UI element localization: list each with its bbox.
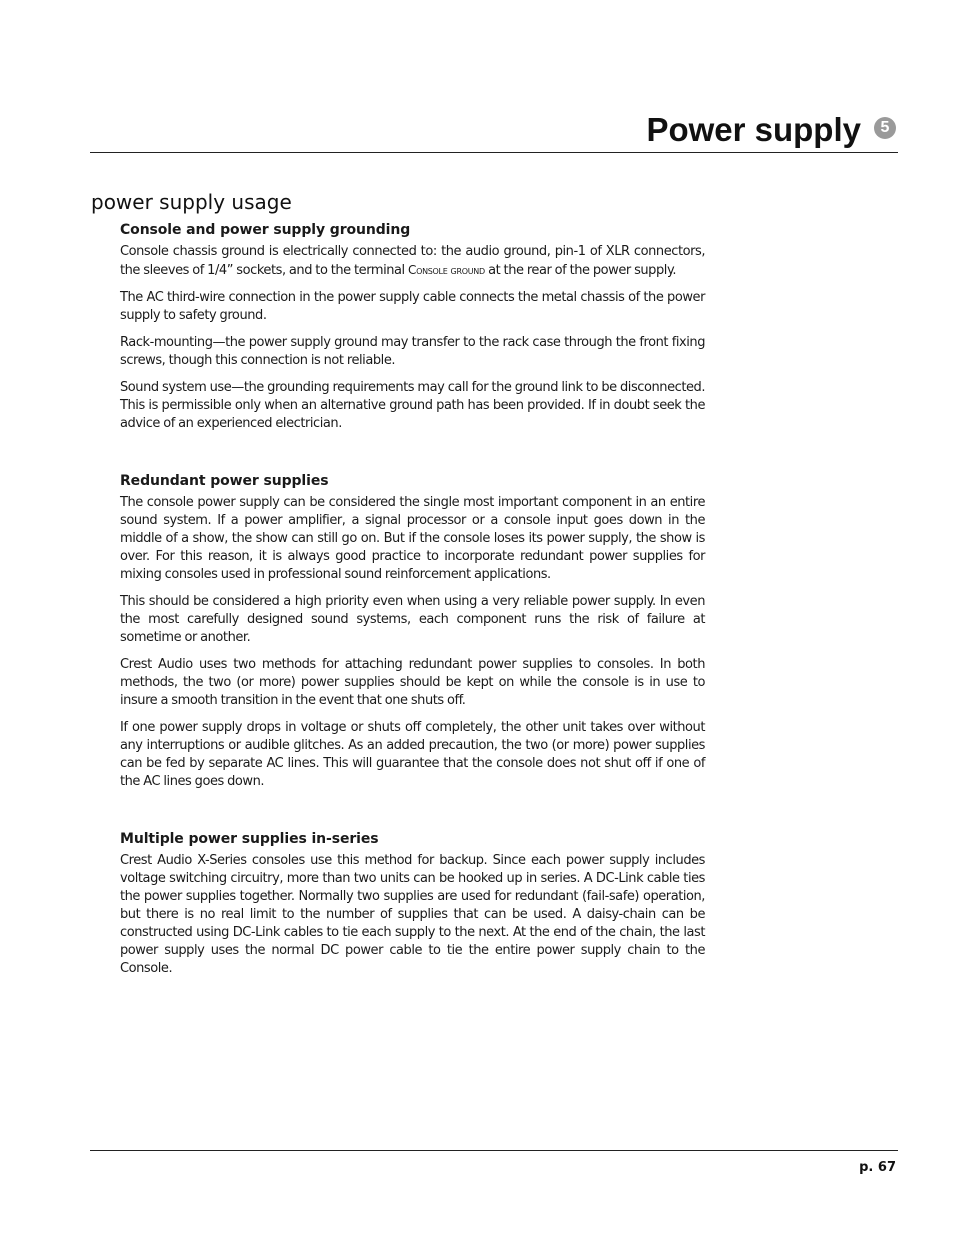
paragraph: Crest Audio uses two methods for attaching redundant power supplies to consoles. In both methods, the two (or more) power supplies should be kept on while the console is in use to insure a smooth transition in the event that one shuts off. (120, 657, 705, 708)
paragraph (120, 243, 705, 280)
section-heading: power supply usage (91, 190, 292, 214)
subheading-redundant: Redundant power supplies (120, 473, 329, 489)
subheading-series: Multiple power supplies in-series (120, 831, 379, 847)
page-number: p. 67 (859, 1160, 896, 1175)
chapter-number-badge: 5 (874, 117, 896, 139)
subheading-grounding: Console and power supply grounding (120, 222, 411, 238)
paragraph: Rack-mounting—the power supply ground may transfer to the rack case through the front fixing screws, though this connection is not reliable. (120, 335, 705, 368)
spacer (120, 442, 705, 470)
paragraph: This should be considered a high priority even when using a very reliable power supply. In even the most carefully designed sound systems, each component runs the risk of failure at sometime or another. (120, 594, 705, 645)
paragraph-text: at the rear of the power supply. (484, 263, 677, 278)
main-content (120, 219, 705, 987)
paragraph: The console power supply can be considered the single most important component in an entire sound system. If a power amplifier, a signal processor or a console input goes down in the middle of a show, the show can still go on. But if the console loses its power supply, the show is over. For this reason, it is always good practice to incorporate redundant power supplies for mixing consoles used in professional sound reinforcement applications. (120, 495, 705, 582)
footer-divider (90, 1150, 898, 1151)
terminal-label: Console ground (408, 263, 485, 277)
paragraph: Sound system use—the grounding requirements may call for the ground link to be disconnected. This is permissible only when an alternative ground path has been provided. If in doubt seek the advice of an experienced electrician. (120, 380, 705, 431)
paragraph: If one power supply drops in voltage or shuts off completely, the other unit takes over without any interruptions or audible glitches. As an added precaution, the two (or more) power supplies can be fed by separate AC lines. This will guarantee that the console does not shut off if one of the AC lines goes down. (120, 720, 705, 789)
header-divider (90, 152, 898, 153)
page-title (646, 108, 896, 152)
paragraph-text: Console chassis ground is electrically connected to: the audio ground, pin-1 of XLR connectors, the sleeves of 1/4” sockets, and to the terminal (120, 244, 705, 278)
paragraph: The AC third-wire connection in the power supply cable connects the metal chassis of the power supply to safety ground. (120, 290, 705, 323)
page-title-text: Power supply (646, 111, 861, 148)
paragraph: Crest Audio X-Series consoles use this method for backup. Since each power supply includes voltage switching circuitry, more than two units can be hooked up in series. A DC-Link cable ties the power supplies together. Normally two supplies are used for redundant (fail-safe) operation, but there is no real limit to the number of supplies that can be used. A daisy-chain can be constructed using DC-Link cables to tie each supply to the next. At the end of the chain, the last power supply uses the normal DC power cable to tie the entire power supply chain to the Console. (120, 853, 705, 976)
spacer (120, 800, 705, 828)
